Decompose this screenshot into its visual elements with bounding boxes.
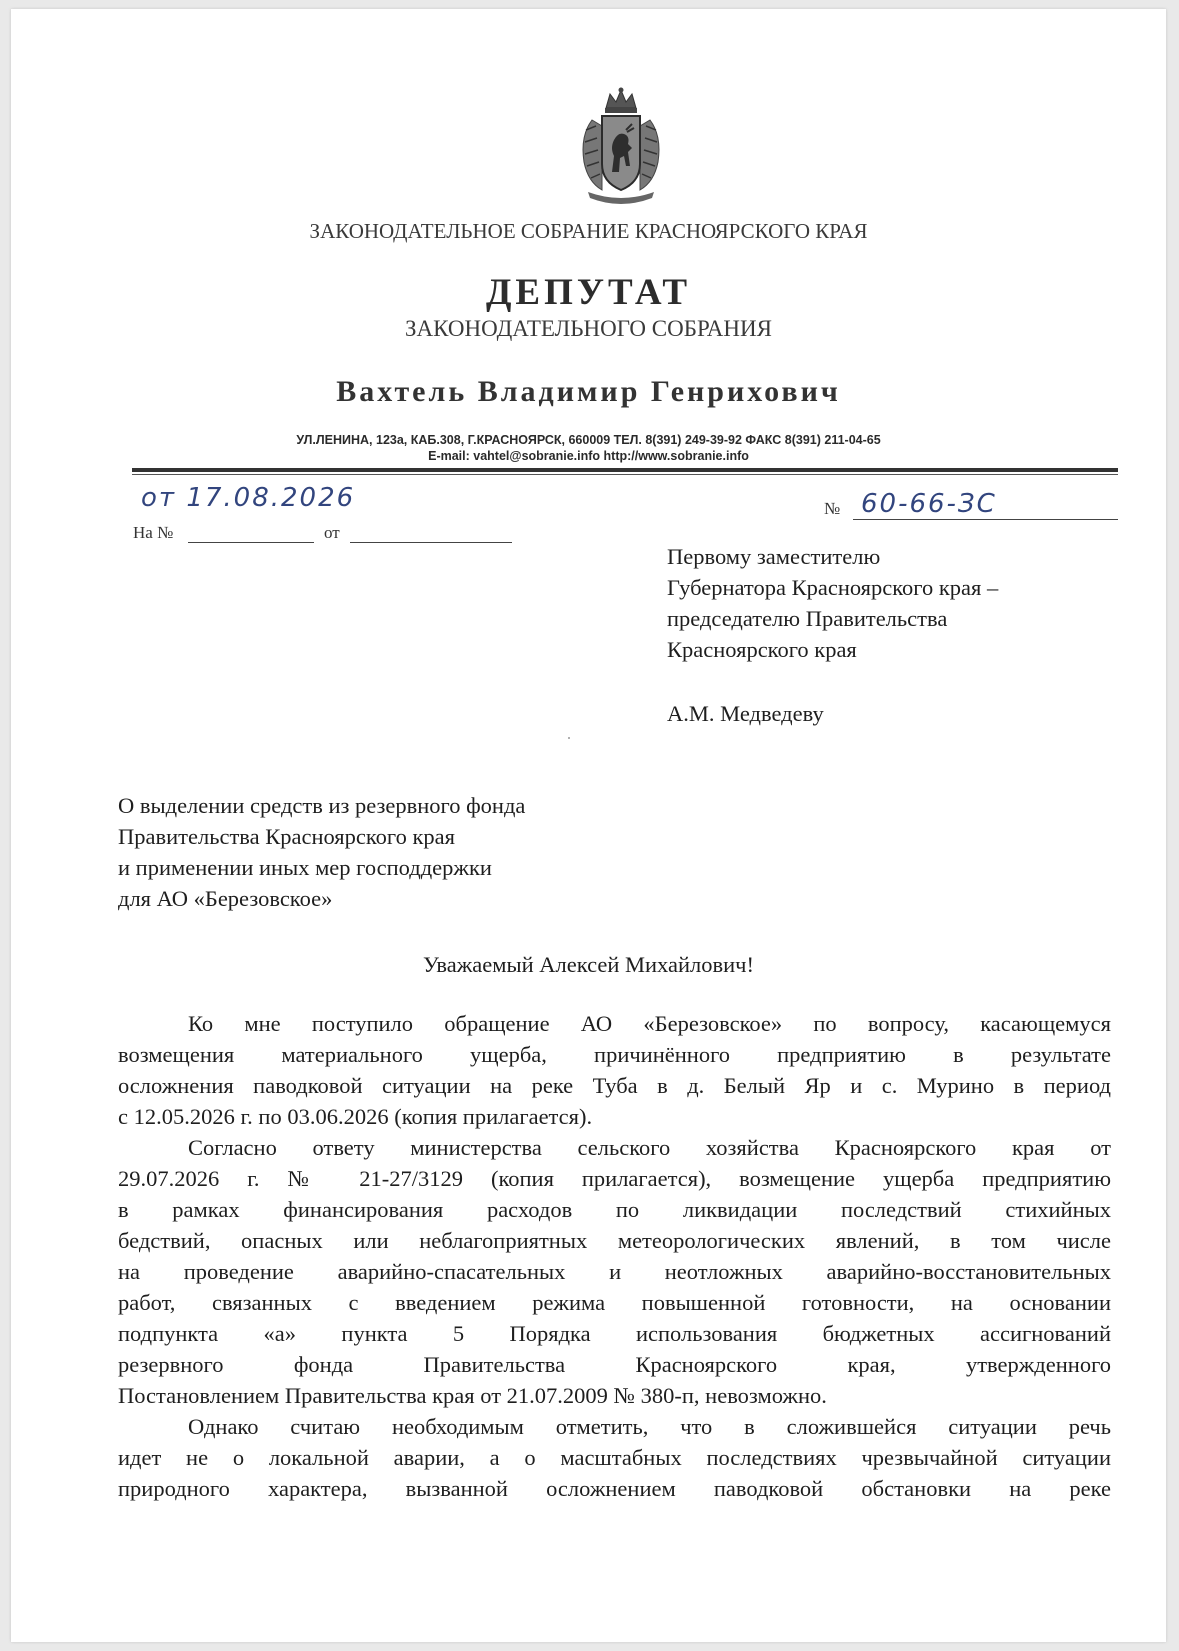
body-line: подпункта «а» пункта 5 Порядка использования бюджетных ассигнований (118, 1321, 1111, 1346)
contacts-line: E-mail: vahtel@sobranie.info http://www.sobranie.info (428, 449, 749, 463)
header-divider (132, 468, 1118, 472)
deputy-name: Вахтель Владимир Генрихович (336, 375, 841, 408)
subject-block (118, 790, 525, 914)
scan-speck (568, 737, 570, 739)
address-line: УЛ.ЛЕНИНА, 123а, КАБ.308, Г.КРАСНОЯРСК, 660009 ТЕЛ. 8(391) 249-39-92 ФАКС 8(391) 211-04-65 (296, 433, 881, 447)
body-line: с 12.05.2026 г. по 03.06.2026 (копия прилагается). (118, 1104, 593, 1129)
number-sign: № (824, 499, 841, 518)
deputy-subtitle: ЗАКОНОДАТЕЛЬНОГО СОБРАНИЯ (405, 316, 772, 341)
body-line: в рамках финансирования расходов по ликвидации последствий стихийных (118, 1197, 1111, 1222)
reference-date-line (350, 542, 512, 543)
header-divider-thin (132, 474, 1118, 475)
letter-page (11, 9, 1166, 1642)
recipient-name: А.М. Медведеву (667, 701, 824, 726)
body-line: Согласно ответу министерства сельского хозяйства Красноярского края от (188, 1135, 1111, 1160)
body-line: бедствий, опасных или неблагоприятных метеорологических явлений, в том числе (118, 1228, 1111, 1253)
body-line: резервного фонда Правительства Красноярского края, утвержденного (118, 1352, 1111, 1377)
handwritten-date: от 17.08.2026 (141, 483, 356, 513)
subject-line: О выделении средств из резервного фонда (118, 793, 526, 818)
body-paragraph-3 (118, 1411, 1111, 1504)
greeting: Уважаемый Алексей Михайлович! (423, 952, 754, 977)
subject-line: для АО «Березовское» (118, 886, 333, 911)
reference-number-line (188, 542, 314, 543)
handwritten-number: 60-66-ЗС (861, 489, 997, 519)
body-line: Ко мне поступило обращение АО «Березовское» по вопросу, касающемуся (188, 1011, 1111, 1036)
body-line: осложнения паводковой ситуации на реке Туба в д. Белый Яр и с. Мурино в период (118, 1073, 1111, 1098)
body-line: работ, связанных с введением режима повышенной готовности, на основании (118, 1290, 1111, 1315)
body-line: 29.07.2026 г. № 21-27/3129 (копия прилагается), возмещение ущерба предприятию (118, 1166, 1111, 1191)
body-line: природного характера, вызванной осложнением паводковой обстановки на реке (118, 1476, 1111, 1501)
body-line: Однако считаю необходимым отметить, что в сложившейся ситуации речь (188, 1414, 1111, 1439)
body-line: идет не о локальной аварии, а о масштабных последствиях чрезвычайной ситуации (118, 1445, 1111, 1470)
body-paragraph-2 (118, 1132, 1111, 1411)
body-line: на проведение аварийно-спасательных и неотложных аварийно-восстановительных (118, 1259, 1111, 1284)
body-line: возмещения материального ущерба, причинённого предприятию в результате (118, 1042, 1111, 1067)
body-line: Постановлением Правительства края от 21.07.2009 № 380-п, невозможно. (118, 1383, 827, 1408)
subject-line: Правительства Красноярского края (118, 824, 455, 849)
organization-name: ЗАКОНОДАТЕЛЬНОЕ СОБРАНИЕ КРАСНОЯРСКОГО КРАЯ (309, 219, 868, 243)
recipient-line: Первому заместителю (667, 544, 881, 569)
body-paragraph-1 (118, 1008, 1111, 1132)
recipient-block (667, 541, 998, 665)
coat-of-arms-icon (572, 86, 670, 204)
deputy-title: ДЕПУТАТ (485, 272, 692, 313)
subject-line: и применении иных мер господдержки (118, 855, 492, 880)
reference-label: На № (133, 523, 174, 542)
recipient-line: председателю Правительства (667, 606, 948, 631)
reference-from-label: от (324, 523, 340, 542)
recipient-line: Губернатора Красноярского края – (667, 575, 999, 600)
number-underline (853, 519, 1118, 520)
recipient-line: Красноярского края (667, 637, 857, 662)
